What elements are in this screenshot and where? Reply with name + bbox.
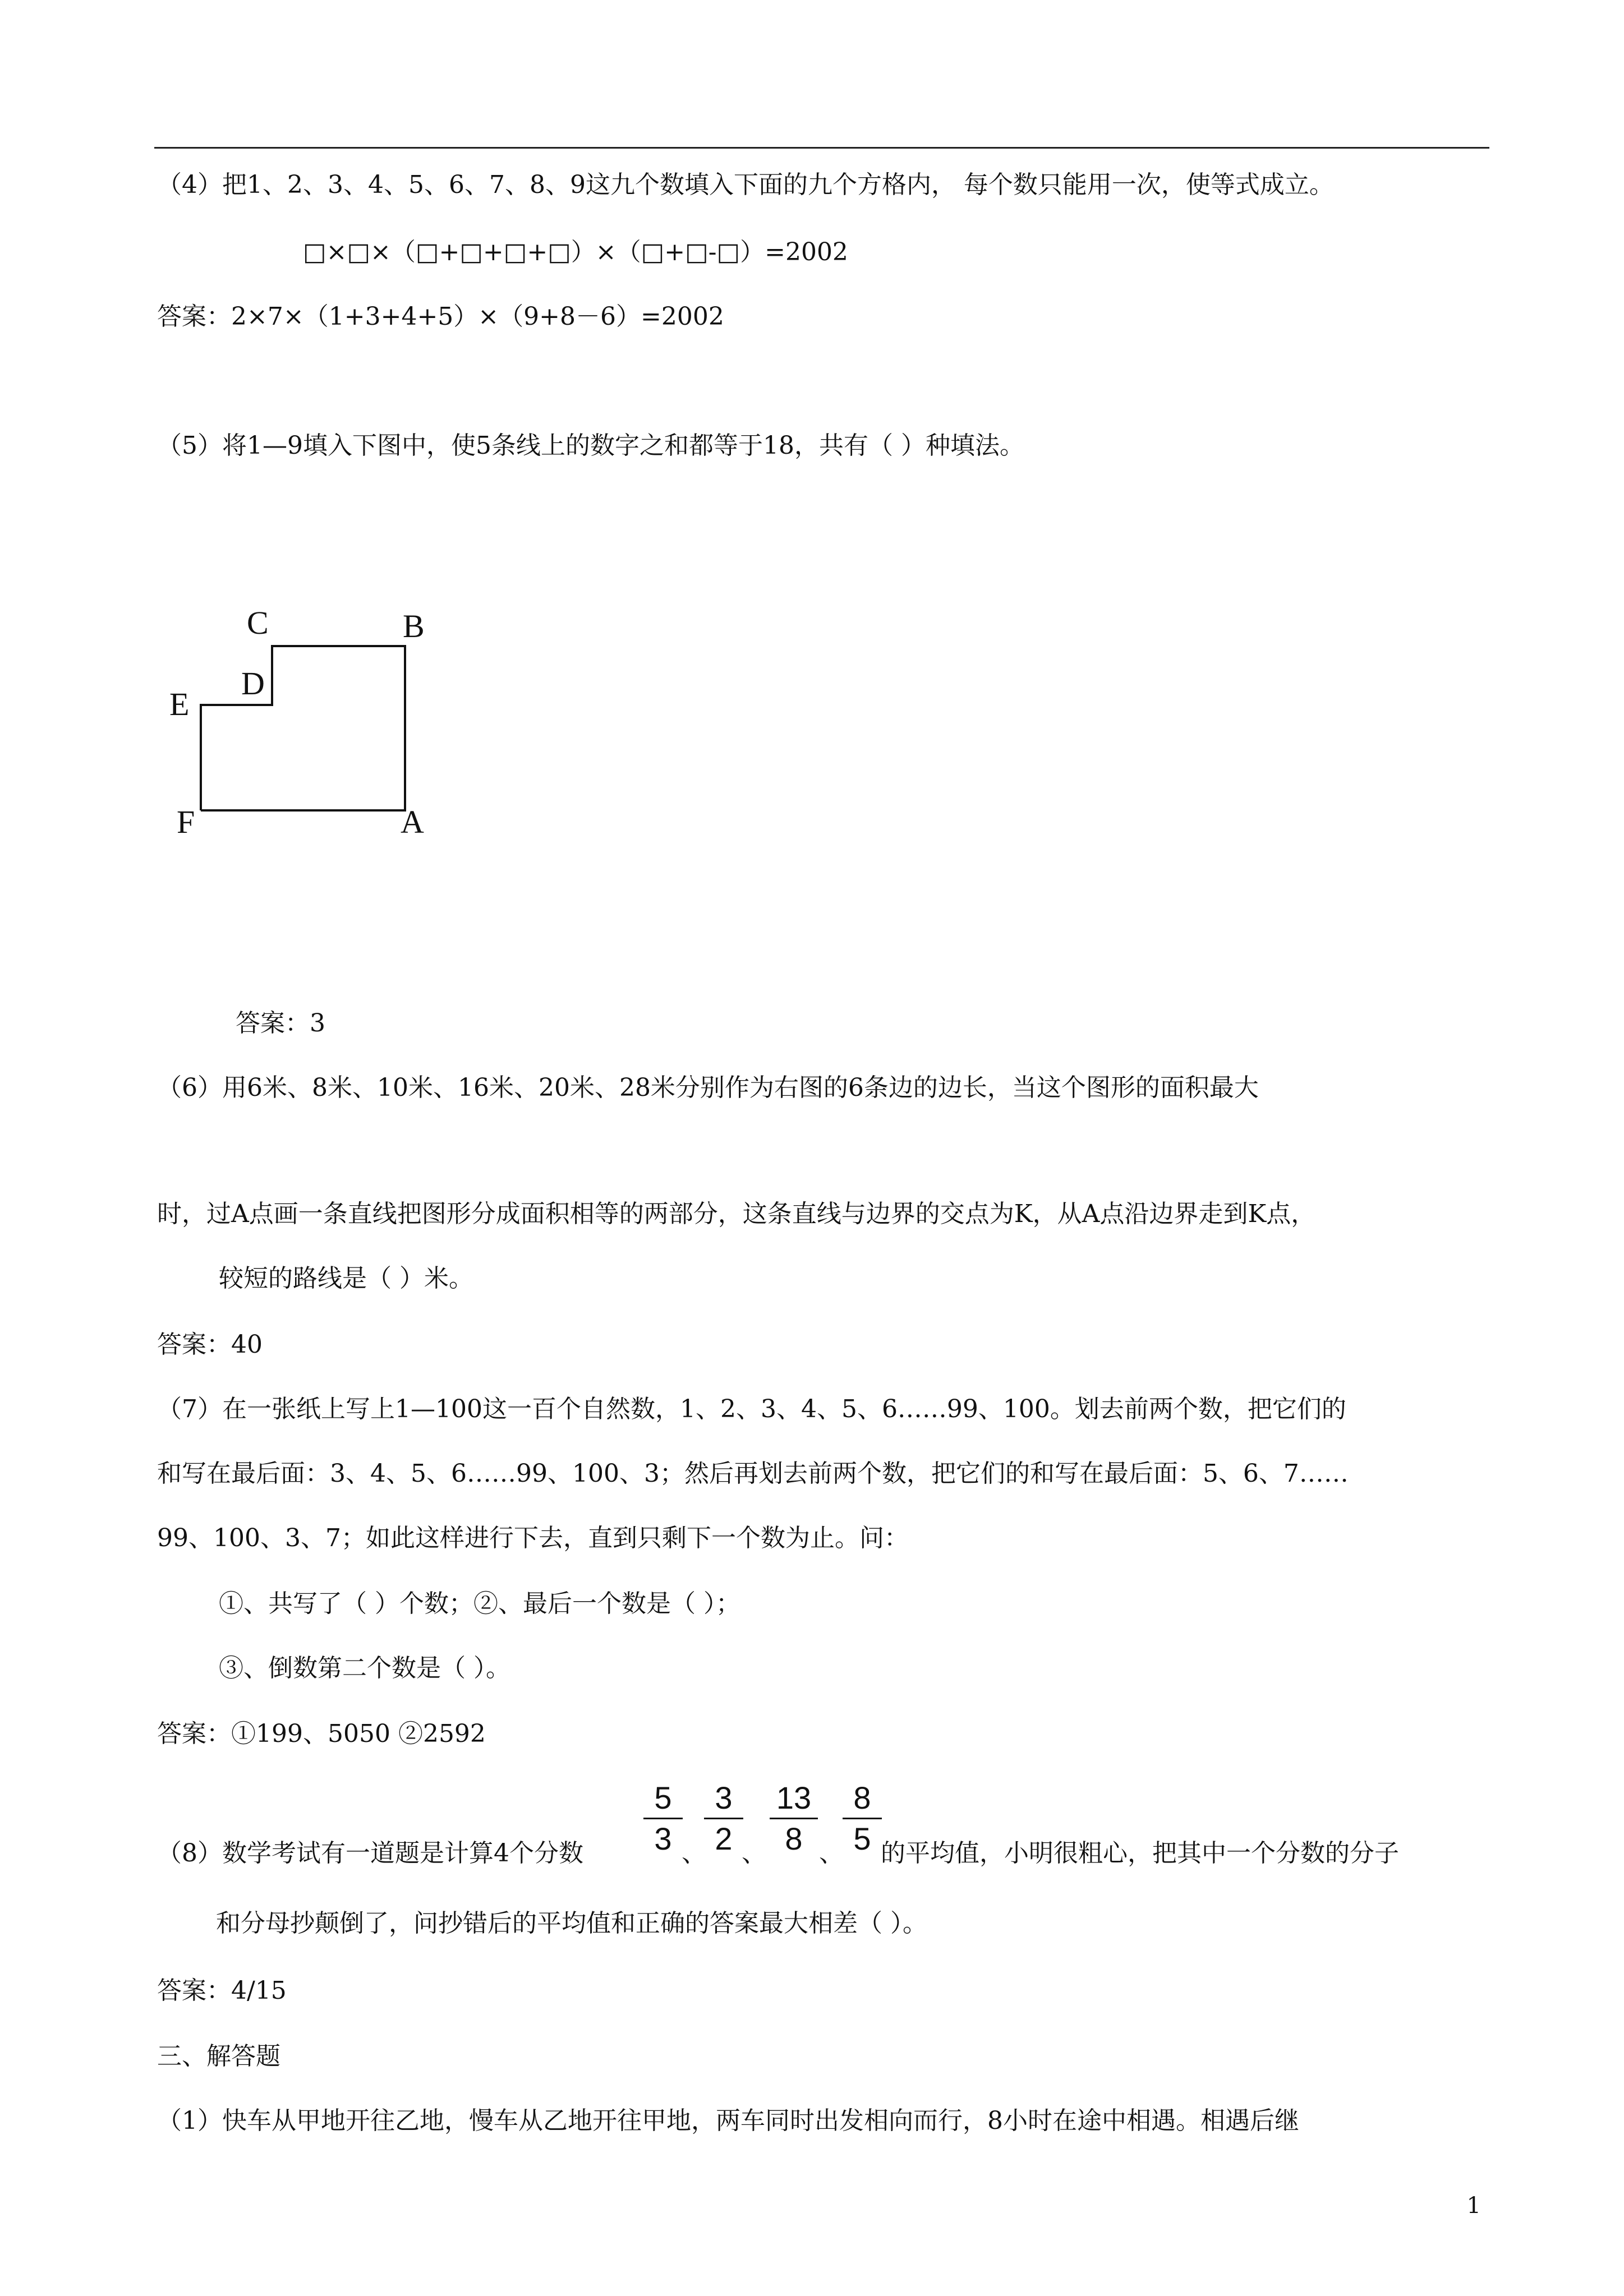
question-7-sub-2: ③、倒数第二个数是（ ）。 [219, 1654, 510, 1682]
fraction-separator-1: 、 [682, 1839, 706, 1868]
fraction-3-numerator: 13 [776, 1780, 812, 1815]
fraction-3 [770, 1781, 818, 1856]
label-e: E [169, 686, 190, 722]
fraction-1-bar [643, 1818, 683, 1819]
label-f: F [177, 804, 195, 840]
question-4-equation: □×□×（□+□+□+□）×（□+□-□）=2002 [303, 238, 848, 266]
question-8-tail: 的平均值，小明很粗心，把其中一个分数的分子 [881, 1839, 1399, 1868]
fraction-3-bar [770, 1818, 818, 1819]
question-8-continued: 和分母抄颠倒了，问抄错后的平均值和正确的答案最大相差（ ）。 [216, 1909, 927, 1938]
fraction-4-bar [843, 1818, 882, 1819]
fraction-2-numerator: 3 [715, 1780, 733, 1815]
problem-1: （1）快车从甲地开往乙地，慢车从乙地开往甲地，两车同时出发相向而行，8小时在途中相遇。相遇后继 [157, 2106, 1299, 2135]
fraction-2 [704, 1781, 743, 1856]
question-6: （6）用6米、8米、10米、16米、20米、28米分别作为右图的6条边的边长，当这个图形的面积最大 [157, 1073, 1259, 1102]
section-3-heading: 三、解答题 [157, 2042, 280, 2071]
question-8-lead: （8）数学考试有一道题是计算4个分数 [157, 1839, 583, 1868]
question-7: （7）在一张纸上写上1—100这一百个自然数，1、2、3、4、5、6……99、100。划去前两个数，把它们的 [157, 1395, 1346, 1423]
question-6-continued-2: 较短的路线是（ ）米。 [219, 1264, 473, 1293]
question-7-continued-1: 和写在最后面：3、4、5、6……99、100、3；然后再划去前两个数，把它们的和写在最后面：5、6、7…… [157, 1459, 1349, 1488]
label-a: A [401, 804, 424, 840]
fraction-separator-3: 、 [819, 1839, 844, 1868]
question-4: （4）把1、2、3、4、5、6、7、8、9这九个数填入下面的九个方格内， 每个数只能用一次，使等式成立。 [157, 170, 1334, 199]
fraction-4-denominator: 5 [853, 1821, 871, 1856]
fraction-1 [643, 1781, 683, 1856]
question-5-answer: 答案：3 [236, 1009, 325, 1038]
label-c: C [247, 606, 269, 641]
fraction-1-denominator: 3 [654, 1821, 672, 1856]
header-rule [154, 147, 1489, 149]
fraction-separator-2: 、 [742, 1839, 766, 1868]
question-5: （5）将1—9填入下图中，使5条线上的数字之和都等于18，共有（ ）种填法。 [157, 431, 1024, 460]
question-6-answer: 答案：40 [157, 1330, 263, 1359]
fraction-4 [843, 1781, 882, 1856]
question-7-continued-2: 99、100、3、7；如此这样进行下去，直到只剩下一个数为止。问： [157, 1524, 909, 1552]
question-8-answer: 答案：4/15 [157, 1976, 287, 2005]
fraction-2-denominator: 2 [715, 1821, 733, 1856]
figure-outline [201, 646, 405, 810]
fraction-2-bar [704, 1818, 743, 1819]
page-number: 1 [1466, 2193, 1481, 2219]
stair-shape-figure [163, 606, 454, 864]
question-7-answer: 答案：①199、5050 ②2592 [157, 1719, 486, 1748]
fraction-3-denominator: 8 [785, 1821, 803, 1856]
question-4-answer: 答案：2×7×（1+3+4+5）×（9+8－6）=2002 [157, 302, 724, 331]
question-6-continued-1: 时，过A点画一条直线把图形分成面积相等的两部分，这条直线与边界的交点为K，从A点沿边界走到K点， [157, 1200, 1316, 1228]
label-b: B [403, 608, 425, 644]
label-d: D [241, 665, 265, 702]
fraction-1-numerator: 5 [654, 1780, 672, 1815]
fraction-4-numerator: 8 [853, 1780, 871, 1815]
question-7-sub-1: ①、共写了（ ）个数；②、最后一个数是（ ）； [219, 1589, 740, 1618]
